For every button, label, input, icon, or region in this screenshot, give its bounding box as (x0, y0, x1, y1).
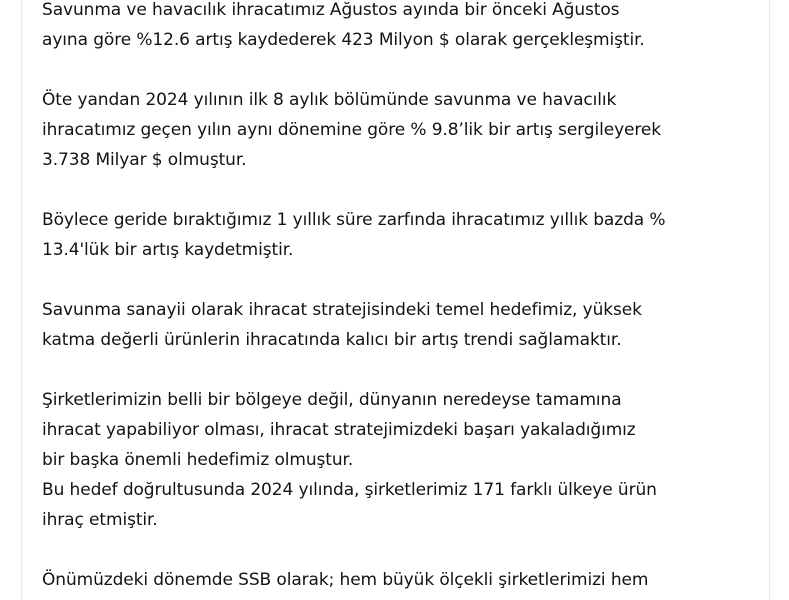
text-line: ayına göre %12.6 artış kaydederek 423 Milyon $ olarak gerçekleşmiştir. (42, 30, 645, 50)
text-line: katma değerli ürünlerin ihracatında kalıcı bir artış trendi sağlamaktır. (42, 330, 622, 350)
paragraph-spacer (42, 265, 762, 295)
text-line: Bu hedef doğrultusunda 2024 yılında, şirketlerimiz 171 farklı ülkeye ürün (42, 480, 657, 500)
text-line: bir başka önemli hedefimiz olmuştur. (42, 450, 354, 470)
paragraph-export-august (42, 0, 762, 55)
paragraph-spacer (42, 55, 762, 85)
text-line: Böylece geride bıraktığımız 1 yıllık süre zarfında ihracatımız yıllık bazda % (42, 210, 666, 230)
text-line: Şirketlerimizin belli bir bölgeye değil, dünyanın neredeyse tamamına (42, 390, 622, 410)
paragraph-global-reach (42, 385, 762, 535)
paragraph-strategy (42, 295, 762, 355)
paragraph-upcoming-period (42, 565, 762, 595)
paragraph-spacer (42, 355, 762, 385)
text-line: Öte yandan 2024 yılının ilk 8 aylık bölümünde savunma ve havacılık (42, 90, 617, 110)
text-line: ihraç etmiştir. (42, 510, 158, 530)
text-line: Savunma sanayii olarak ihracat stratejisindeki temel hedefimiz, yüksek (42, 300, 642, 320)
paragraph-spacer (42, 175, 762, 205)
text-line: 13.4'lük bir artış kaydetmiştir. (42, 240, 294, 260)
post-text (42, 0, 762, 595)
text-line: ihracatımız geçen yılın aynı dönemine göre % 9.8’lik bir artış sergileyerek (42, 120, 662, 140)
text-line: Savunma ve havacılık ihracatımız Ağustos ayında bir önceki Ağustos (42, 0, 620, 20)
paragraph-spacer (42, 535, 762, 565)
text-line: 3.738 Milyar $ olmuştur. (42, 150, 247, 170)
text-line: ihracat yapabiliyor olması, ihracat stratejimizdeki başarı yakaladığımız (42, 420, 636, 440)
text-line: Önümüzdeki dönemde SSB olarak; hem büyük ölçekli şirketlerimizi hem (42, 570, 649, 590)
paragraph-yearly-growth (42, 205, 762, 265)
paragraph-export-8-months (42, 85, 762, 175)
